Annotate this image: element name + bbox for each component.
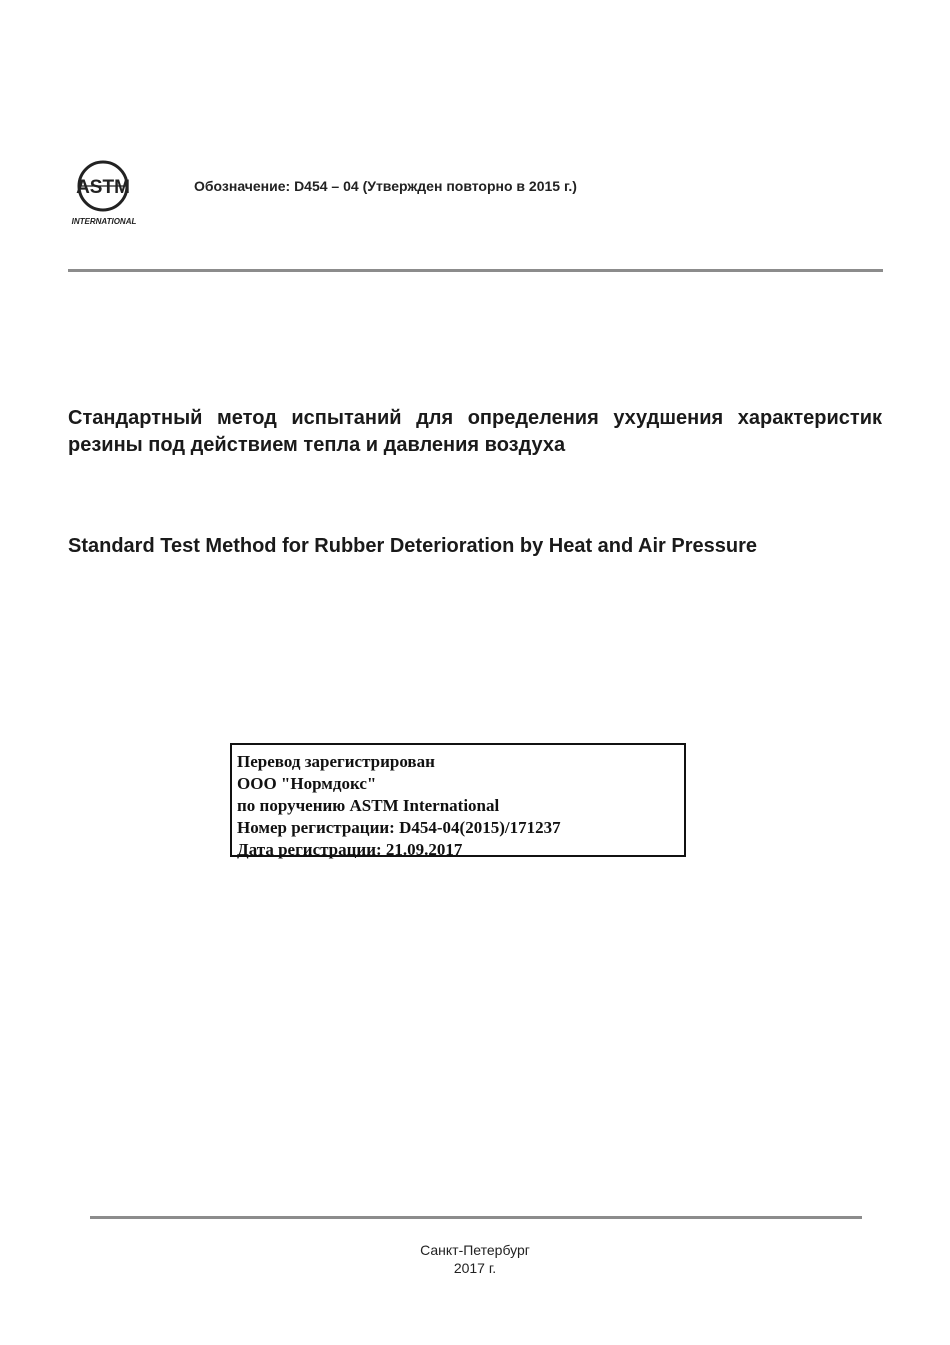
- registration-line: Перевод зарегистрирован: [237, 752, 435, 771]
- designation: Обозначение: D454 – 04 (Утвержден повторно в 2015 г.): [194, 178, 577, 194]
- registration-box: [230, 743, 686, 857]
- top-divider: [68, 269, 883, 272]
- registration-line: ООО "Нормдокс": [237, 774, 377, 793]
- registration-line: Дата регистрации: 21.09.2017: [237, 840, 463, 859]
- registration-line: по поручению ASTM International: [237, 796, 500, 815]
- logo-text: ASTM: [76, 177, 130, 198]
- astm-logo-icon: [66, 160, 144, 228]
- registration-line: Номер регистрации: D454-04(2015)/171237: [237, 818, 561, 837]
- logo-subtext: INTERNATIONAL: [71, 217, 137, 226]
- footer-city: Санкт-Петербург: [420, 1242, 530, 1258]
- footer-year: 2017 г.: [453, 1260, 497, 1276]
- bottom-divider: [90, 1216, 862, 1219]
- astm-logo: [66, 160, 144, 228]
- title-russian: Стандартный метод испытаний для определения ухудшения характеристик резины под действием тепла и давления воздуха: [68, 407, 882, 456]
- footer: [0, 1241, 950, 1277]
- title-english: Standard Test Method for Rubber Deterioration by Heat and Air Pressure: [68, 535, 758, 557]
